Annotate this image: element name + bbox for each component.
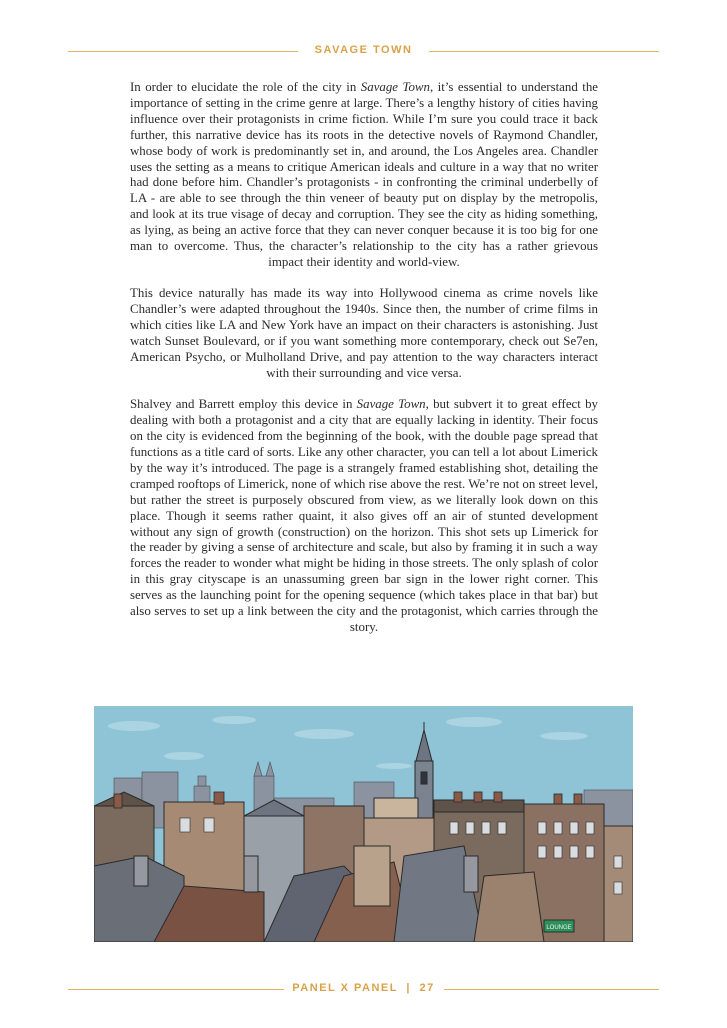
article-body — [130, 80, 598, 651]
article-paragraph — [130, 397, 598, 636]
running-title: SAVAGE TOWN — [314, 44, 413, 56]
book-title: Savage Town — [360, 80, 430, 94]
text-run: , it’s essential to understand the importance of setting in the crime genre at large. There’s a lengthy history of cities having influence over their protagonists in crime fiction. While I’m sure you could trace it back further, this narrative device has its roots in the detective novels of Raymond Chandler, whose body of work is predominantly set in, and around, the Los Angeles area. Chandler uses the setting as a means to critique American ideals and culture in a way that no writer had done before him. Chandler’s protagonists - in confronting the criminal underbelly of LA - are able to see through the thin veneer of beauty put on display by the metropolis, and look at its true visage of decay and corruption. They see the city as hiding something, as lying, as being an active force that they can never conquer because it is too big for one man to overcome. Thus, the character’s relationship to the city has a rather grievous impact their identity and world-view. — [130, 80, 599, 269]
page-number: 27 — [419, 982, 435, 994]
book-title: Savage Town — [356, 397, 426, 412]
footer-rule-right — [444, 989, 659, 990]
footer-separator: | — [406, 982, 411, 994]
bar-sign — [544, 920, 574, 932]
footer-publication — [0, 982, 727, 994]
article-paragraph — [130, 80, 598, 271]
text-run: , but subvert it to great effect by dealing with both a protagonist and a city that are equally lacking in identity. Their focus on the city is evidenced from the beginning of the book, with the double page spread that functions as a title card of sorts. Like any other character, you can tell a lot about Limerick by the way it’s introduced. The page is a strangely framed establishing shot, detailing the cramped rooftops of Limerick, none of which rise above the rest. We’re not on street level, but rather the street is purposely obscured from view, as we literally look down on this place. Though it seems rather quaint, it also gives off an air of stunted development without any sign of growth (construction) on the horizon. This shot sets up Limerick for the reader by giving a sense of architecture and scale, but also by framing it in such a way forces the reader to wonder what might be hiding in those streets. The only splash of color in this gray cityscape is an unassuming green bar sign in the lower right corner. This serves as the launching point for the opening sequence (which takes place in that bar) but also serves to set up a link between the city and the protagonist, which carries through the story. — [130, 397, 598, 634]
publication-name: PANEL X PANEL — [292, 982, 398, 994]
cityscape-illustration — [94, 706, 633, 942]
bar-sign-text: LOUNGE — [546, 925, 572, 931]
text-run: This device naturally has made its way into Hollywood cinema as crime novels like Chandler’s were adapted throughout the 1940s. Since then, the number of crime films in which cities like LA and New York have an impact on their characters is astonishing. Just watch Sunset Boulevard, or if you want something more contemporary, check out Se7en, American Psycho, or Mulholland Drive, and pay attention to the way characters interact with their surrounding and vice versa. — [130, 286, 598, 380]
text-run: In order to elucidate the role of the city in — [130, 80, 361, 94]
header-rule-right — [429, 51, 659, 52]
article-paragraph — [130, 286, 598, 381]
text-run: Shalvey and Barrett employ this device in — [130, 397, 357, 412]
